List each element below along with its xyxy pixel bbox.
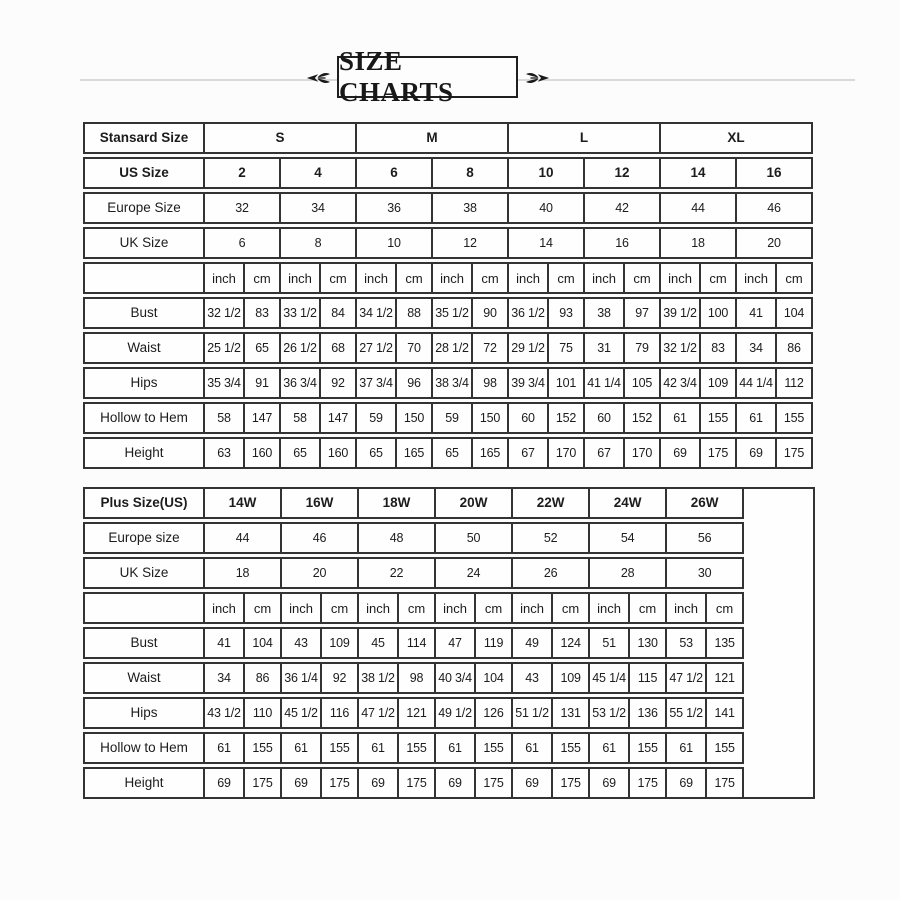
size-value-cell: 14 [661, 157, 737, 189]
measure-value-cell: 121 [707, 662, 744, 694]
measure-value-cell: 109 [553, 662, 590, 694]
corner-cell: Stansard Size [83, 122, 205, 154]
unit-inch-cell: inch [585, 262, 625, 294]
measure-value-cell: 175 [322, 767, 359, 799]
measure-value-cell: 38 [585, 297, 625, 329]
table-row [83, 192, 813, 224]
measure-value-cell: 155 [707, 732, 744, 764]
measure-value-cell: 61 [737, 402, 777, 434]
group-header-cell: 26W [667, 487, 744, 519]
measure-value-cell: 150 [397, 402, 433, 434]
group-header-cell: 18W [359, 487, 436, 519]
measure-value-cell: 98 [399, 662, 436, 694]
size-value-cell: 46 [737, 192, 813, 224]
size-value-cell: 32 [205, 192, 281, 224]
measure-value-cell: 35 1/2 [433, 297, 473, 329]
measure-value-cell: 38 1/2 [359, 662, 399, 694]
measure-value-cell: 68 [321, 332, 357, 364]
unit-cm-cell: cm [701, 262, 737, 294]
measure-value-cell: 104 [777, 297, 813, 329]
size-value-cell: 12 [433, 227, 509, 259]
table-row [83, 227, 813, 259]
fleuron-left-icon [306, 69, 332, 87]
measure-value-cell: 72 [473, 332, 509, 364]
standard-size-table [83, 119, 813, 472]
measure-value-cell: 51 1/2 [513, 697, 553, 729]
measure-value-cell: 69 [359, 767, 399, 799]
measure-value-cell: 150 [473, 402, 509, 434]
measure-value-cell: 79 [625, 332, 661, 364]
measure-value-cell: 75 [549, 332, 585, 364]
measure-value-cell: 119 [476, 627, 513, 659]
measure-value-cell: 86 [245, 662, 282, 694]
table-row [83, 662, 815, 694]
group-header-cell: 14W [205, 487, 282, 519]
measure-value-cell: 126 [476, 697, 513, 729]
row-label-cell: UK Size [83, 557, 205, 589]
size-value-cell: 40 [509, 192, 585, 224]
table-row [83, 262, 813, 294]
measure-value-cell: 34 [205, 662, 245, 694]
empty-spacer-cell [744, 487, 815, 799]
measure-value-cell: 69 [205, 767, 245, 799]
unit-inch-cell: inch [357, 262, 397, 294]
size-value-cell: 18 [205, 557, 282, 589]
measure-value-cell: 65 [281, 437, 321, 469]
measure-value-cell: 175 [707, 767, 744, 799]
unit-inch-cell: inch [359, 592, 399, 624]
unit-cm-cell: cm [553, 592, 590, 624]
row-label-cell: Bust [83, 627, 205, 659]
measure-value-cell: 136 [630, 697, 667, 729]
measure-value-cell: 110 [245, 697, 282, 729]
measure-value-cell: 69 [590, 767, 630, 799]
table-row [83, 732, 815, 764]
measure-value-cell: 92 [321, 367, 357, 399]
measure-value-cell: 105 [625, 367, 661, 399]
table-row [83, 297, 813, 329]
measure-value-cell: 39 3/4 [509, 367, 549, 399]
measure-value-cell: 115 [630, 662, 667, 694]
unit-inch-cell: inch [433, 262, 473, 294]
row-label-cell: Waist [83, 332, 205, 364]
unit-cm-cell: cm [399, 592, 436, 624]
measure-value-cell: 86 [777, 332, 813, 364]
measure-value-cell: 104 [245, 627, 282, 659]
group-header-cell: M [357, 122, 509, 154]
unit-inch-cell: inch [205, 262, 245, 294]
size-value-cell: 44 [661, 192, 737, 224]
group-header-cell: S [205, 122, 357, 154]
measure-value-cell: 141 [707, 697, 744, 729]
measure-value-cell: 155 [476, 732, 513, 764]
measure-value-cell: 36 3/4 [281, 367, 321, 399]
measure-value-cell: 25 1/2 [205, 332, 245, 364]
measure-value-cell: 34 1/2 [357, 297, 397, 329]
table-row [83, 367, 813, 399]
measure-value-cell: 37 3/4 [357, 367, 397, 399]
unit-inch-cell: inch [667, 592, 707, 624]
measure-value-cell: 33 1/2 [281, 297, 321, 329]
table-row [83, 437, 813, 469]
size-value-cell: 14 [509, 227, 585, 259]
unit-cm-cell: cm [777, 262, 813, 294]
measure-value-cell: 61 [205, 732, 245, 764]
measure-value-cell: 59 [433, 402, 473, 434]
measure-value-cell: 155 [553, 732, 590, 764]
measure-value-cell: 41 1/4 [585, 367, 625, 399]
measure-value-cell: 109 [701, 367, 737, 399]
measure-value-cell: 152 [625, 402, 661, 434]
measure-value-cell: 29 1/2 [509, 332, 549, 364]
measure-value-cell: 92 [322, 662, 359, 694]
measure-value-cell: 60 [509, 402, 549, 434]
measure-value-cell: 147 [321, 402, 357, 434]
measure-value-cell: 53 [667, 627, 707, 659]
measure-value-cell: 34 [737, 332, 777, 364]
measure-value-cell: 160 [321, 437, 357, 469]
measure-value-cell: 55 1/2 [667, 697, 707, 729]
table-row [83, 332, 813, 364]
measure-value-cell: 97 [625, 297, 661, 329]
measure-value-cell: 67 [509, 437, 549, 469]
size-value-cell: 20 [737, 227, 813, 259]
unit-cm-cell: cm [397, 262, 433, 294]
size-value-cell: 6 [357, 157, 433, 189]
measure-value-cell: 69 [661, 437, 701, 469]
measure-value-cell: 116 [322, 697, 359, 729]
measure-value-cell: 83 [701, 332, 737, 364]
table-row [83, 122, 813, 154]
row-label-cell: Europe Size [83, 192, 205, 224]
measure-value-cell: 60 [585, 402, 625, 434]
row-label-cell: UK Size [83, 227, 205, 259]
size-value-cell: 4 [281, 157, 357, 189]
size-value-cell: 12 [585, 157, 661, 189]
unit-cm-cell: cm [245, 592, 282, 624]
table-row [83, 592, 815, 624]
measure-value-cell: 70 [397, 332, 433, 364]
unit-inch-cell: inch [590, 592, 630, 624]
measure-value-cell: 43 [513, 662, 553, 694]
measure-value-cell: 61 [661, 402, 701, 434]
measure-value-cell: 31 [585, 332, 625, 364]
measure-value-cell: 155 [322, 732, 359, 764]
unit-inch-cell: inch [509, 262, 549, 294]
measure-value-cell: 38 3/4 [433, 367, 473, 399]
unit-cm-cell: cm [321, 262, 357, 294]
measure-value-cell: 101 [549, 367, 585, 399]
size-value-cell: 48 [359, 522, 436, 554]
unit-cm-cell: cm [630, 592, 667, 624]
measure-value-cell: 175 [701, 437, 737, 469]
measure-value-cell: 40 3/4 [436, 662, 476, 694]
measure-value-cell: 135 [707, 627, 744, 659]
measure-value-cell: 53 1/2 [590, 697, 630, 729]
group-header-cell: 22W [513, 487, 590, 519]
size-value-cell: 36 [357, 192, 433, 224]
measure-value-cell: 43 1/2 [205, 697, 245, 729]
measure-value-cell: 41 [205, 627, 245, 659]
unit-inch-cell: inch [281, 262, 321, 294]
measure-value-cell: 61 [436, 732, 476, 764]
measure-value-cell: 69 [667, 767, 707, 799]
measure-value-cell: 165 [473, 437, 509, 469]
table-row [83, 557, 815, 589]
size-value-cell: 16 [737, 157, 813, 189]
size-value-cell: 20 [282, 557, 359, 589]
size-value-cell: 42 [585, 192, 661, 224]
group-header-cell: 16W [282, 487, 359, 519]
row-label-cell: Bust [83, 297, 205, 329]
measure-value-cell: 124 [553, 627, 590, 659]
measure-value-cell: 69 [737, 437, 777, 469]
measure-value-cell: 43 [282, 627, 322, 659]
measure-value-cell: 69 [436, 767, 476, 799]
row-label-cell: Europe size [83, 522, 205, 554]
measure-value-cell: 121 [399, 697, 436, 729]
measure-value-cell: 155 [399, 732, 436, 764]
unit-cm-cell: cm [245, 262, 281, 294]
measure-value-cell: 36 1/2 [509, 297, 549, 329]
size-value-cell: 44 [205, 522, 282, 554]
measure-value-cell: 69 [282, 767, 322, 799]
measure-value-cell: 49 1/2 [436, 697, 476, 729]
measure-value-cell: 39 1/2 [661, 297, 701, 329]
measure-value-cell: 130 [630, 627, 667, 659]
measure-value-cell: 131 [553, 697, 590, 729]
size-value-cell: 54 [590, 522, 667, 554]
row-label-cell: US Size [83, 157, 205, 189]
measure-value-cell: 41 [737, 297, 777, 329]
page-title: SIZE CHARTS [337, 56, 518, 98]
size-value-cell: 10 [509, 157, 585, 189]
measure-value-cell: 45 1/2 [282, 697, 322, 729]
measure-value-cell: 36 1/4 [282, 662, 322, 694]
size-value-cell: 24 [436, 557, 513, 589]
row-label-cell: Hips [83, 367, 205, 399]
measure-value-cell: 45 [359, 627, 399, 659]
measure-value-cell: 160 [245, 437, 281, 469]
measure-value-cell: 26 1/2 [281, 332, 321, 364]
measure-value-cell: 91 [245, 367, 281, 399]
row-label-cell: Hollow to Hem [83, 732, 205, 764]
measure-value-cell: 47 1/2 [359, 697, 399, 729]
measure-value-cell: 104 [476, 662, 513, 694]
measure-value-cell: 100 [701, 297, 737, 329]
measure-value-cell: 109 [322, 627, 359, 659]
measure-value-cell: 35 3/4 [205, 367, 245, 399]
measure-value-cell: 63 [205, 437, 245, 469]
group-header-cell: 24W [590, 487, 667, 519]
table-row [83, 402, 813, 434]
measure-value-cell: 27 1/2 [357, 332, 397, 364]
measure-value-cell: 67 [585, 437, 625, 469]
measure-value-cell: 98 [473, 367, 509, 399]
measure-value-cell: 152 [549, 402, 585, 434]
table-row [83, 522, 815, 554]
measure-value-cell: 44 1/4 [737, 367, 777, 399]
measure-value-cell: 88 [397, 297, 433, 329]
unit-inch-cell: inch [661, 262, 701, 294]
unit-inch-cell: inch [282, 592, 322, 624]
measure-value-cell: 47 1/2 [667, 662, 707, 694]
size-value-cell: 34 [281, 192, 357, 224]
group-header-cell: XL [661, 122, 813, 154]
size-value-cell: 26 [513, 557, 590, 589]
measure-value-cell: 51 [590, 627, 630, 659]
measure-value-cell: 96 [397, 367, 433, 399]
measure-value-cell: 175 [245, 767, 282, 799]
row-label-cell: Height [83, 437, 205, 469]
corner-cell: Plus Size(US) [83, 487, 205, 519]
size-value-cell: 56 [667, 522, 744, 554]
measure-value-cell: 47 [436, 627, 476, 659]
size-value-cell: 8 [433, 157, 509, 189]
measure-value-cell: 58 [205, 402, 245, 434]
size-value-cell: 2 [205, 157, 281, 189]
table-row [83, 157, 813, 189]
row-label-cell: Hollow to Hem [83, 402, 205, 434]
size-value-cell: 8 [281, 227, 357, 259]
table-row [83, 767, 815, 799]
measure-value-cell: 155 [630, 732, 667, 764]
measure-value-cell: 49 [513, 627, 553, 659]
unit-cm-cell: cm [322, 592, 359, 624]
measure-value-cell: 65 [433, 437, 473, 469]
size-value-cell: 22 [359, 557, 436, 589]
measure-value-cell: 65 [357, 437, 397, 469]
measure-value-cell: 84 [321, 297, 357, 329]
measure-value-cell: 65 [245, 332, 281, 364]
measure-value-cell: 61 [282, 732, 322, 764]
unit-cm-cell: cm [476, 592, 513, 624]
measure-value-cell: 61 [359, 732, 399, 764]
size-value-cell: 46 [282, 522, 359, 554]
measure-value-cell: 61 [513, 732, 553, 764]
measure-value-cell: 165 [397, 437, 433, 469]
table-row [83, 697, 815, 729]
measure-value-cell: 58 [281, 402, 321, 434]
measure-value-cell: 175 [777, 437, 813, 469]
measure-value-cell: 147 [245, 402, 281, 434]
unit-inch-cell: inch [436, 592, 476, 624]
unit-inch-cell: inch [513, 592, 553, 624]
size-value-cell: 52 [513, 522, 590, 554]
unit-cm-cell: cm [625, 262, 661, 294]
measure-value-cell: 61 [667, 732, 707, 764]
measure-value-cell: 114 [399, 627, 436, 659]
measure-value-cell: 93 [549, 297, 585, 329]
unit-inch-cell: inch [205, 592, 245, 624]
size-value-cell: 6 [205, 227, 281, 259]
size-value-cell: 30 [667, 557, 744, 589]
measure-value-cell: 155 [245, 732, 282, 764]
measure-value-cell: 69 [513, 767, 553, 799]
row-label-cell: Height [83, 767, 205, 799]
measure-value-cell: 175 [476, 767, 513, 799]
measure-value-cell: 175 [399, 767, 436, 799]
measure-value-cell: 61 [590, 732, 630, 764]
unit-cm-cell: cm [473, 262, 509, 294]
measure-value-cell: 155 [777, 402, 813, 434]
plus-size-table [83, 484, 815, 802]
measure-value-cell: 28 1/2 [433, 332, 473, 364]
measure-value-cell: 32 1/2 [661, 332, 701, 364]
measure-value-cell: 155 [701, 402, 737, 434]
measure-value-cell: 32 1/2 [205, 297, 245, 329]
unit-cm-cell: cm [707, 592, 744, 624]
group-header-cell: 20W [436, 487, 513, 519]
measure-value-cell: 175 [630, 767, 667, 799]
measure-value-cell: 90 [473, 297, 509, 329]
measure-value-cell: 170 [625, 437, 661, 469]
group-header-cell: L [509, 122, 661, 154]
measure-value-cell: 59 [357, 402, 397, 434]
size-value-cell: 16 [585, 227, 661, 259]
unit-inch-cell: inch [737, 262, 777, 294]
unit-cm-cell: cm [549, 262, 585, 294]
row-label-cell: Waist [83, 662, 205, 694]
blank-label-cell [83, 592, 205, 624]
measure-value-cell: 45 1/4 [590, 662, 630, 694]
size-value-cell: 50 [436, 522, 513, 554]
measure-value-cell: 112 [777, 367, 813, 399]
size-value-cell: 10 [357, 227, 433, 259]
size-value-cell: 18 [661, 227, 737, 259]
title-banner [0, 46, 900, 107]
row-label-cell: Hips [83, 697, 205, 729]
table-row [83, 487, 815, 519]
fleuron-right-icon [524, 69, 550, 87]
blank-label-cell [83, 262, 205, 294]
size-value-cell: 28 [590, 557, 667, 589]
size-value-cell: 38 [433, 192, 509, 224]
measure-value-cell: 83 [245, 297, 281, 329]
measure-value-cell: 175 [553, 767, 590, 799]
table-row [83, 627, 815, 659]
measure-value-cell: 42 3/4 [661, 367, 701, 399]
measure-value-cell: 170 [549, 437, 585, 469]
